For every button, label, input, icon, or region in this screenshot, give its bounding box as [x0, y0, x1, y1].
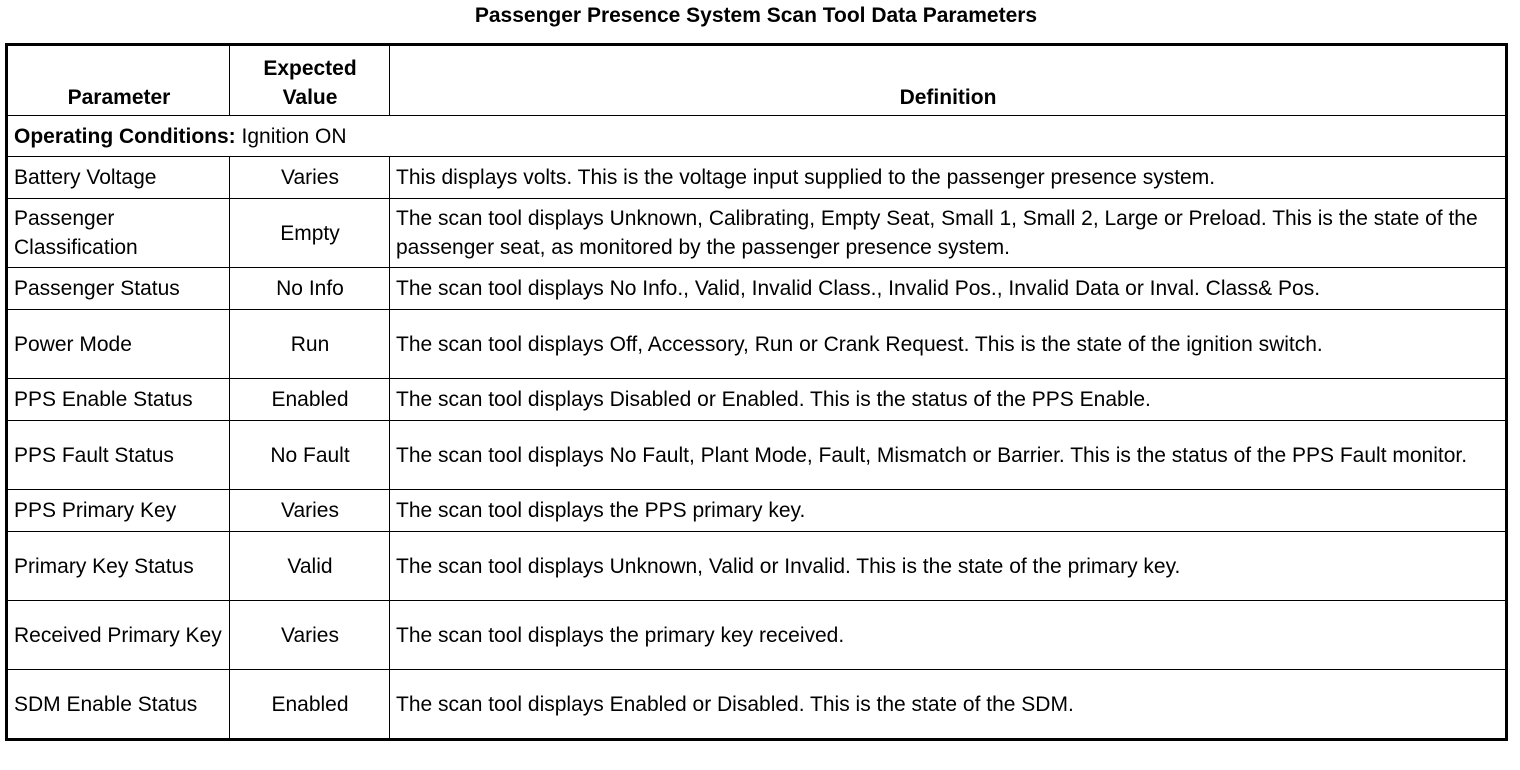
- table-row: [7, 490, 1507, 532]
- expected-value-cell: Valid: [230, 532, 390, 601]
- expected-value-cell: Empty: [230, 199, 390, 268]
- operating-conditions-cell: [7, 116, 1507, 157]
- expected-value-cell: Run: [230, 310, 390, 379]
- expected-value-cell: Enabled: [230, 379, 390, 421]
- expected-value-cell: No Fault: [230, 421, 390, 490]
- header-parameter: Parameter: [7, 45, 230, 116]
- definition-cell: The scan tool displays Enabled or Disabled. This is the state of the SDM.: [390, 670, 1507, 740]
- table-row: [7, 601, 1507, 670]
- table-row: [7, 199, 1507, 268]
- definition-cell: The scan tool displays the PPS primary key.: [390, 490, 1507, 532]
- table-row: [7, 532, 1507, 601]
- parameter-cell: PPS Fault Status: [7, 421, 230, 490]
- header-definition: Definition: [390, 45, 1507, 116]
- table-row: [7, 268, 1507, 310]
- parameter-cell: PPS Enable Status: [7, 379, 230, 421]
- table-header-row: [7, 45, 1507, 116]
- header-expected-value: Expected Value: [230, 45, 390, 116]
- table-row: [7, 379, 1507, 421]
- definition-cell: The scan tool displays the primary key received.: [390, 601, 1507, 670]
- operating-conditions-value: Ignition ON: [241, 124, 347, 148]
- parameter-cell: Power Mode: [7, 310, 230, 379]
- expected-value-cell: Varies: [230, 601, 390, 670]
- expected-value-cell: Varies: [230, 157, 390, 199]
- table-row: [7, 310, 1507, 379]
- operating-conditions-row: [7, 116, 1507, 157]
- parameter-cell: Received Primary Key: [7, 601, 230, 670]
- definition-cell: The scan tool displays No Fault, Plant Mode, Fault, Mismatch or Barrier. This is the status of the PPS Fault monitor.: [390, 421, 1507, 490]
- parameter-cell: Passenger Classification: [7, 199, 230, 268]
- expected-value-cell: Enabled: [230, 670, 390, 740]
- operating-conditions-label: Operating Conditions:: [14, 124, 236, 148]
- parameter-cell: Primary Key Status: [7, 532, 230, 601]
- parameter-cell: SDM Enable Status: [7, 670, 230, 740]
- page-title: Passenger Presence System Scan Tool Data Parameters: [474, 4, 1038, 27]
- scan-tool-parameters-table: [5, 43, 1508, 741]
- table-row: [7, 157, 1507, 199]
- parameter-cell: Battery Voltage: [7, 157, 230, 199]
- definition-cell: The scan tool displays Unknown, Valid or Invalid. This is the state of the primary key.: [390, 532, 1507, 601]
- definition-cell: The scan tool displays Off, Accessory, Run or Crank Request. This is the state of the ignition switch.: [390, 310, 1507, 379]
- definition-cell: This displays volts. This is the voltage input supplied to the passenger presence system.: [390, 157, 1507, 199]
- definition-cell: The scan tool displays Disabled or Enabled. This is the status of the PPS Enable.: [390, 379, 1507, 421]
- table-row: [7, 421, 1507, 490]
- parameter-cell: PPS Primary Key: [7, 490, 230, 532]
- table-row: [7, 670, 1507, 740]
- definition-cell: The scan tool displays Unknown, Calibrating, Empty Seat, Small 1, Small 2, Large or Preload. This is the state of the passenger seat, as monitored by the passenger presence system.: [390, 199, 1507, 268]
- expected-value-cell: Varies: [230, 490, 390, 532]
- definition-cell: The scan tool displays No Info., Valid, Invalid Class., Invalid Pos., Invalid Data or Inval. Class& Pos.: [390, 268, 1507, 310]
- expected-value-cell: No Info: [230, 268, 390, 310]
- parameter-cell: Passenger Status: [7, 268, 230, 310]
